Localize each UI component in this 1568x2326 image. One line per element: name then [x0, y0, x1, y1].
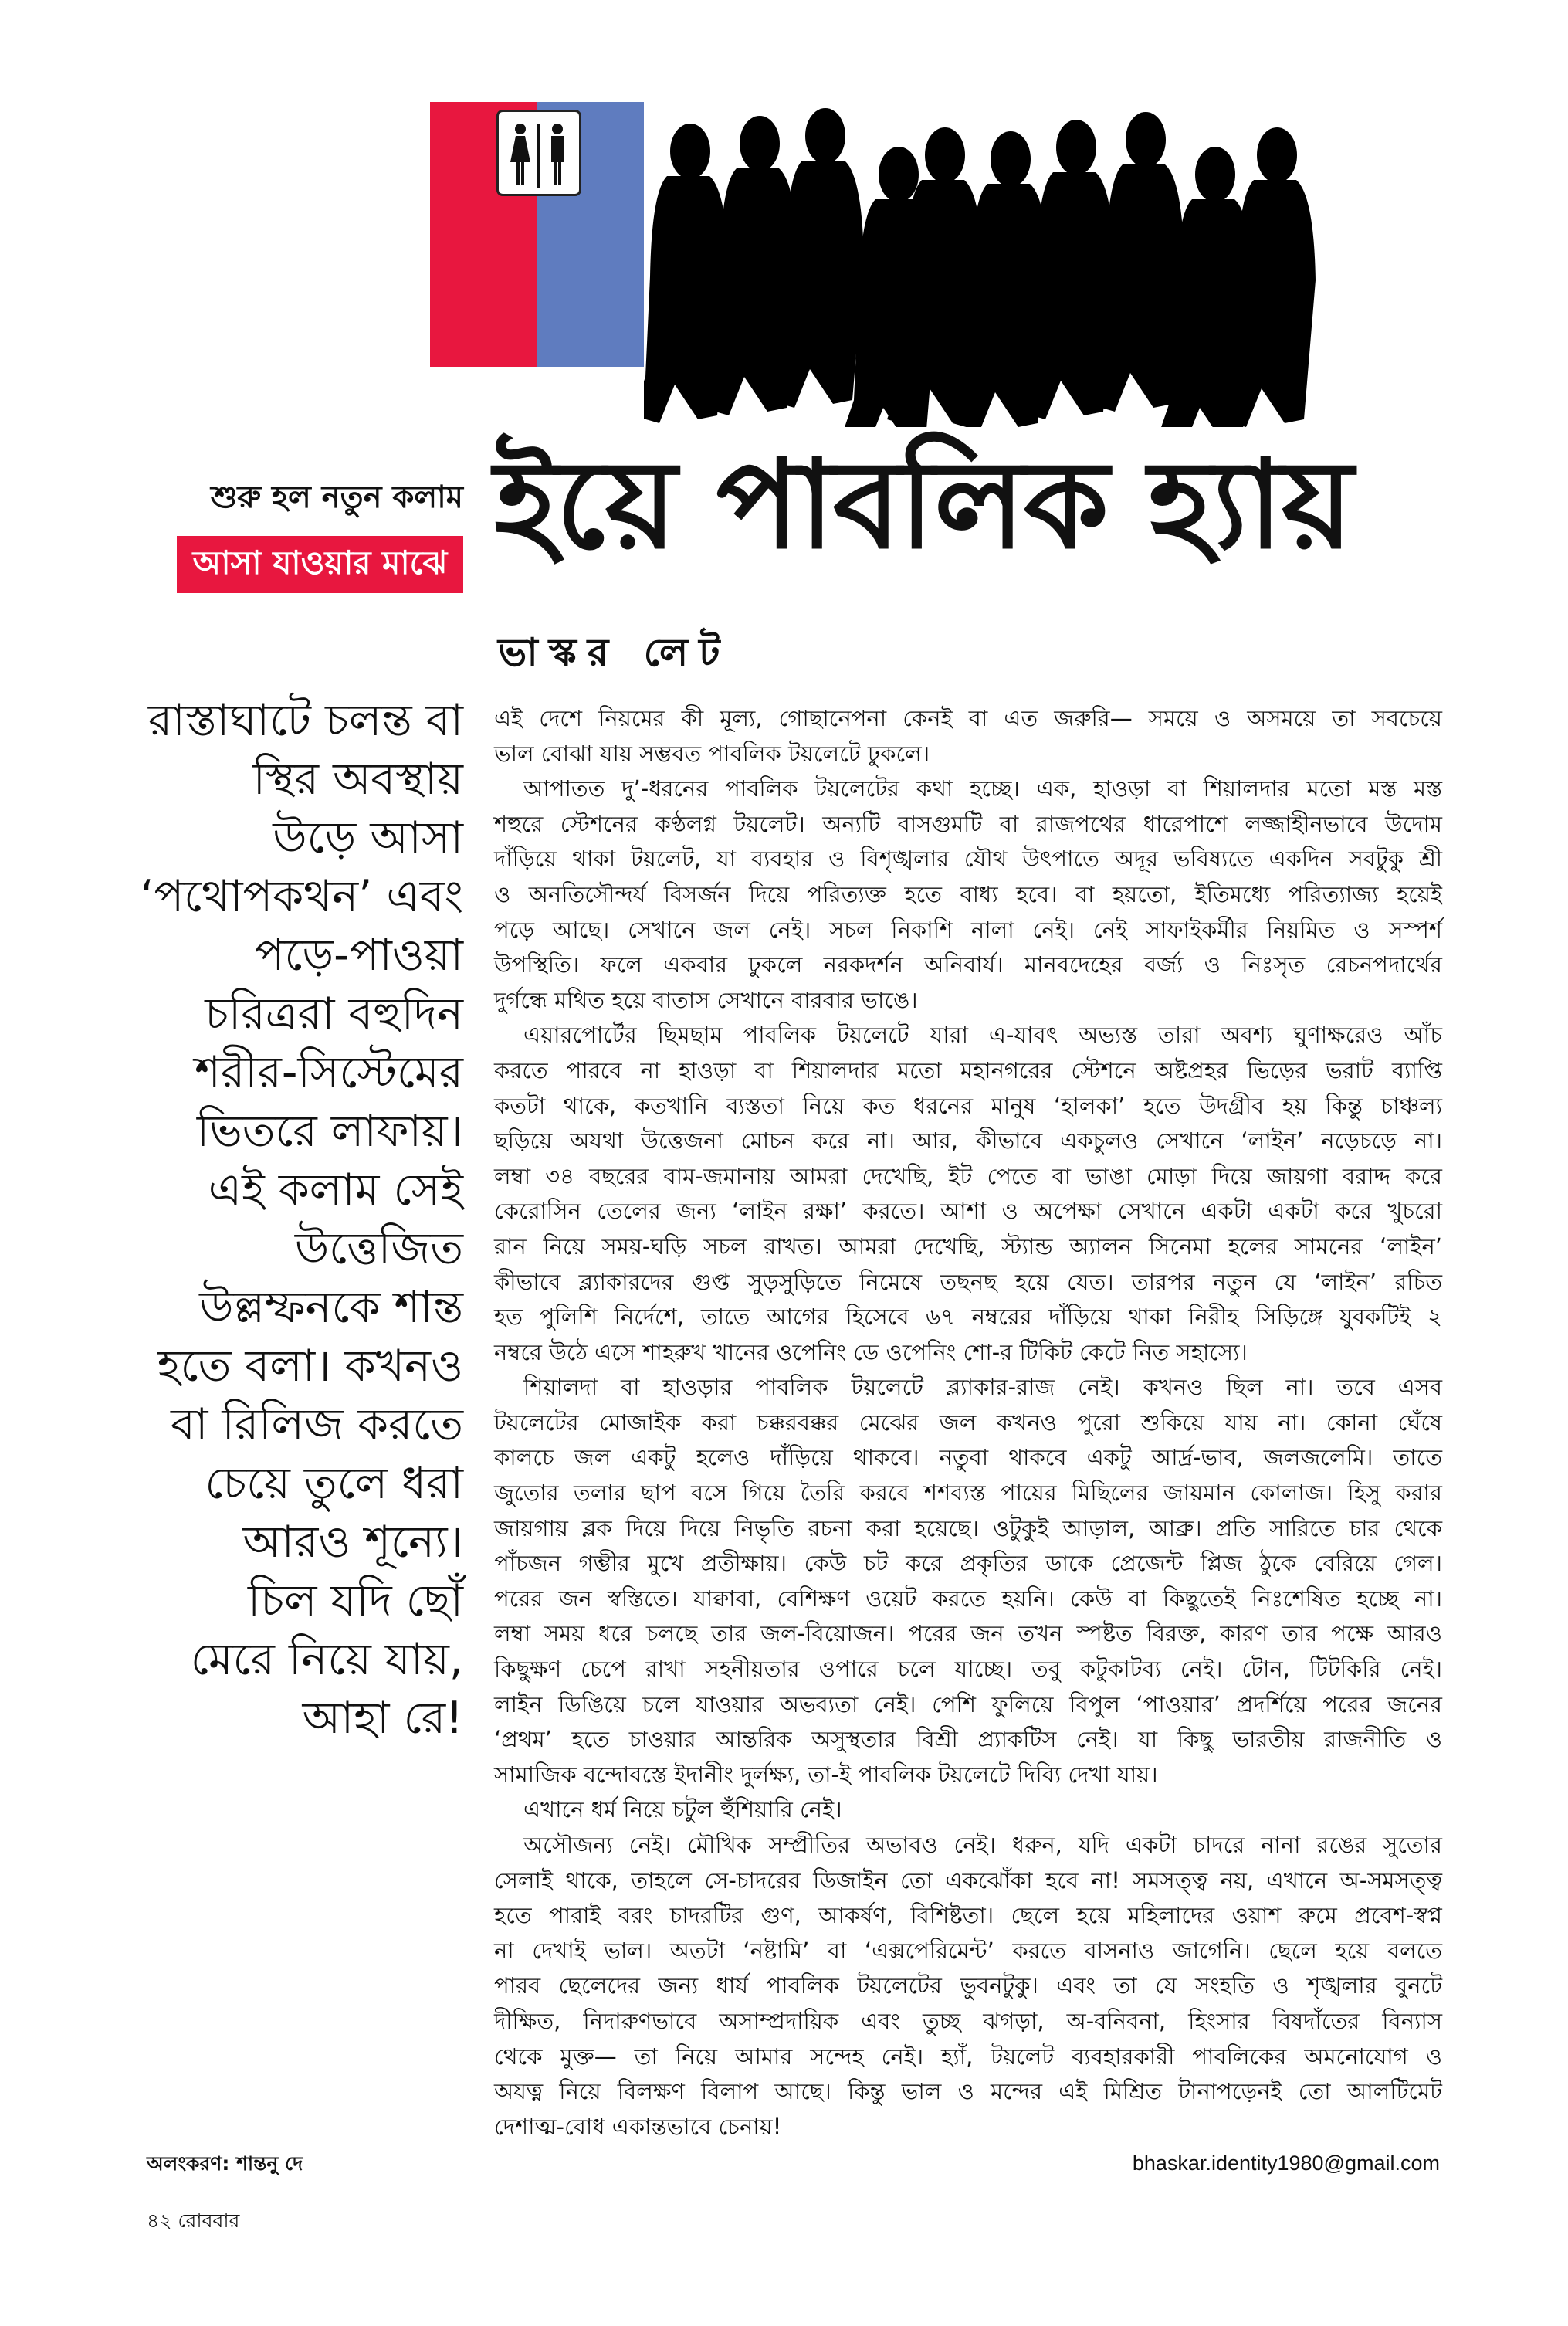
body-line: শিয়ালদা বা হাওড়ার পাবলিক টয়লেটে ব্ল্যাকার-রাজ নেই। কখনও ছিল না। তবে এসব — [523, 1374, 1442, 1401]
pull-quote-line: বা রিলিজ করতে — [171, 1399, 463, 1450]
paragraph — [494, 1018, 1442, 1370]
body-line: টয়লেটের মোজাইক করা চক্করবক্কর মেঝের জল কখনও পুরো শুকিয়ে যায় না। কোনা ঘেঁষে — [494, 1409, 1442, 1436]
body-line: করতে পারবে না হাওড়া বা শিয়ালদার মতো মহানগরের স্টেশনে অষ্টপ্রহর ভিড়ের ভরাট ব্যাপ্তি — [494, 1056, 1442, 1083]
body-line: জুতোর তলার ছাপ বসে গিয়ে তৈরি করবে শশব্যস্ত পায়ের মিছিলের জায়মান কোলাজ। হিসু করার — [494, 1480, 1442, 1507]
pull-quote-line: রাস্তাঘাটে চলন্ত বা — [147, 695, 463, 746]
person-head — [991, 131, 1031, 187]
pull-quote-line: উল্লম্ফনকে শান্ত — [199, 1282, 463, 1333]
paragraph — [494, 1828, 1442, 2145]
person-head — [925, 127, 965, 183]
person-head — [1257, 127, 1297, 183]
body-line: দেশাত্ম-বোধ একান্তভাবে চেনায়! — [494, 2113, 782, 2140]
body-line: পরের জন স্বস্তিতে। যাক্বাবা, বেশিক্ষণ ওয়েট করতে হয়নি। কেউ বা কিছুতেই নিঃশেষিত হচ্ছে না। — [494, 1585, 1442, 1612]
author-byline: ভাস্কর লেট — [498, 630, 731, 675]
body-line: লম্বা সময় ধরে চলছে তার জল-বিয়োজন। পরের জন তখন স্পষ্টত বিরক্ত, কারণ তার পক্ষে আরও — [494, 1620, 1442, 1647]
body-line: ‘প্রথম’ হতে চাওয়ার আন্তরিক অসুস্থতার বিশ্রী প্র্যাকটিস নেই। যা কিছু ভারতীয় রাজনীতি ও — [494, 1726, 1442, 1753]
paragraph — [494, 1792, 1442, 1828]
pull-quote-line: শরীর-সিস্টেমের — [195, 1047, 463, 1098]
body-line: পাঁচজন গম্ভীর মুখে প্রতীক্ষায়। কেউ চট করে প্রকৃতির ডাকে প্রেজেন্ট প্লিজ ঠুকে বেরিয়ে গেল। — [494, 1550, 1442, 1577]
person-head — [1056, 120, 1096, 175]
pull-quote-line: ‘পথোপকথন’ এবং — [140, 871, 463, 922]
column-name-badge: আসা যাওয়ার মাঝে — [177, 536, 463, 593]
pull-quote-line: চেয়ে তুলে ধরা — [205, 1458, 463, 1509]
page-number: ৪২ রোববার — [147, 2209, 240, 2232]
body-line: না দেখাই ভাল। অতটা ‘নষ্টামি’ বা ‘এক্সপেরিমেন্ট’ করতে বাসনাও জাগেনি। ছেলে হয়ে বলতে — [494, 1937, 1442, 1964]
restroom-flag-illustration — [430, 102, 644, 367]
body-line: শহুরে স্টেশনের কণ্ঠলগ্ন টয়লেট। অন্যটি বাসগুমটি বা রাজপথের ধারেপাশে লজ্জাহীনভাবে উদোম — [494, 810, 1442, 837]
body-line: লম্বা ৩৪ বছরের বাম-জমানায় আমরা দেখেছি, ইট পেতে বা ভাঙা মোড়া দিয়ে জায়গা বরাদ্দ করে — [494, 1162, 1442, 1189]
restroom-sign-icon — [496, 110, 581, 196]
body-line: কীভাবে ব্ল্যাকারদের গুপ্ত সুড়সুড়িতে নিমেষে তছনছ হয়ে যেত। তারপর নতুন যে ‘লাইন’ রচিত — [494, 1268, 1442, 1295]
pull-quote-line: ভিতরে লাফায়। — [196, 1106, 463, 1157]
body-line: এখানে ধর্ম নিয়ে চটুল হুঁশিয়ারি নেই। — [523, 1796, 842, 1823]
body-line: রান নিয়ে সময়-ঘড়ি সচল রাখত। আমরা দেখেছি, স্ট্যান্ড অ্যালন সিনেমা হলের সামনের ‘লাইন’ — [494, 1233, 1442, 1260]
pull-quote-line: এই কলাম সেই — [208, 1165, 463, 1216]
body-line: দাঁড়িয়ে থাকা টয়লেট, যা ব্যবহার ও বিশৃঙ্খলার যৌথ উৎপাতে অদূর ভবিষ্যতে একদিন সবটুকু শ্রী — [494, 846, 1442, 873]
body-line: কেরোসিন তেলের জন্য ‘লাইন রক্ষা’ করতে। আশা ও অপেক্ষা সেখানে একটা একটা করে খুচরো — [494, 1198, 1442, 1225]
body-line: সামাজিক বন্দোবস্তে ইদানীং দুর্লক্ষ্য, তা-ই পাবলিক টয়লেটে দিব্যি দেখা যায়। — [494, 1761, 1158, 1788]
body-line: থেকে মুক্ত— তা নিয়ে আমার সন্দেহ নেই। হ্যাঁ, টয়লেট ব্যবহারকারী পাবলিকের অমনোযোগ ও — [494, 2043, 1442, 2070]
body-line: পড়ে আছে। সেখানে জল নেই। সচল নিকাশি নালা নেই। নেই সাফাইকর্মীর নিয়মিত ও সস্পর্শ — [494, 916, 1442, 943]
person-head — [1195, 147, 1235, 202]
body-line: আপাতত দু’-ধরনের পাবলিক টয়লেটের কথা হচ্ছে। এক, হাওড়া বা শিয়ালদার মতো মস্ত মস্ত — [523, 775, 1442, 802]
pull-quote-line: চরিত্ররা বহুদিন — [205, 988, 463, 1039]
body-line: পারব ছেলেদের জন্য ধার্য পাবলিক টয়লেটের ভুবনটুকু। এবং তা যে সংহতি ও শৃঙ্খলার বুনটে — [494, 1972, 1442, 1999]
body-line: দীক্ষিত, নিদারুণভাবে অসাম্প্রদায়িক এবং তুচ্ছ ঝগড়া, অ-বনিবনা, হিংসার বিষদাঁতের বিন্যাস — [494, 2007, 1442, 2034]
person-head — [670, 124, 710, 179]
illustration-credit: অলংকরণ: শান্তনু দে — [147, 2152, 303, 2175]
pull-quote-line: পড়ে-পাওয়া — [254, 930, 463, 981]
pull-quote — [116, 691, 463, 1748]
pull-quote-line: স্থির অবস্থায় — [252, 754, 463, 805]
pull-quote-line: উত্তেজিত — [294, 1223, 463, 1274]
body-line: কালচে জল একটু হলেও দাঁড়িয়ে থাকবে। নতুবা থাকবে একটু আর্দ্র-ভাব, জলজলেমি। তাতে — [494, 1444, 1442, 1471]
pull-quote-line: হতে বলা। কখনও — [157, 1341, 463, 1392]
column-kicker: শুরু হল নতুন কলাম — [210, 480, 463, 515]
paragraph — [494, 701, 1442, 771]
article-title: ইয়ে পাবলিক হ্যায় — [494, 434, 1352, 576]
body-line: অযত্ন নিয়ে বিলক্ষণ বিলাপ আছে। কিন্তু ভাল ও মন্দের এই মিশ্রিত টানাপড়েনই তো আলটিমেট — [494, 2078, 1442, 2105]
person-head — [1126, 112, 1166, 168]
body-line: ছড়িয়ে অযথা উত্তেজনা মোচন করে না। আর, কীভাবে একচুলও সেখানে ‘লাইন’ নড়েচড়ে না। — [494, 1127, 1442, 1155]
body-line: সেলাই থাকে, তাহলে সে-চাদরের ডিজাইন তো একঝোঁকা হবে না! সমসত্ত্ব নয়, এখানে অ-সমসত্ত্ব — [494, 1867, 1442, 1894]
body-line: ও অনতিসৌন্দর্য বিসর্জন দিয়ে পরিত্যক্ত হতে বাধ্য হবে। বা হয়তো, ইতিমধ্যে পরিত্যাজ্য হয়েই — [494, 880, 1442, 907]
person-head — [740, 116, 780, 171]
body-line: জায়গায় ব্লক দিয়ে দিয়ে নিভৃতি রচনা করা হয়েছে। ওটুকুই আড়াল, আব্রু। প্রতি সারিতে চার থেকে — [494, 1514, 1442, 1541]
pull-quote-line: চিল যদি ছোঁ — [247, 1575, 463, 1626]
person-head — [805, 108, 845, 164]
body-line: কতটা থাকে, কতখানি ব্যস্ততা নিয়ে কত ধরনের মানুষ ‘হালকা’ হতে উদগ্রীব হয় কিন্তু চাঞ্চল্য — [494, 1092, 1442, 1119]
body-line: দুর্গন্ধে মথিত হয়ে বাতাস সেখানে বারবার ভাঙে। — [494, 986, 918, 1013]
pull-quote-line: উড়ে আসা — [273, 812, 463, 863]
body-line: কিছুক্ষণ চেপে রাখা সহনীয়তার ওপারে চলে যাচ্ছে। তবু কটুকাটব্য নেই। টোন, টিটকিরি নেই। — [494, 1656, 1442, 1683]
article-body — [494, 701, 1442, 2145]
body-line: অসৌজন্য নেই। মৌখিক সম্প্রীতির অভাবও নেই। ধরুন, যদি একটা চাদরে নানা রঙের সুতোর — [523, 1832, 1442, 1858]
paragraph — [494, 771, 1442, 1018]
body-line: এয়ারপোর্টের ছিমছাম পাবলিক টয়লেটে যারা এ-যাবৎ অভ্যস্ত তারা অবশ্য ঘুণাক্ষরেও আঁচ — [523, 1022, 1442, 1049]
body-line: এই দেশে নিয়মের কী মূল্য, গোছানেপনা কেনই বা এত জরুরি— সময়ে ও অসময়ে তা সবচেয়ে — [494, 705, 1442, 731]
body-line: লাইন ডিঙিয়ে চলে যাওয়ার অভব্যতা নেই। পেশি ফুলিয়ে বিপুল ‘পাওয়ার’ প্রদর্শিয়ে পরের জনের — [494, 1690, 1442, 1717]
body-line: হতে পারাই বরং চাদরটির গুণ, আকর্ষণ, বিশিষ্টতা। ছেলে হয়ে মহিলাদের ওয়াশ রুমে প্রবেশ-স্বপ্ন — [494, 1902, 1442, 1929]
body-line: হত পুলিশি নির্দেশে, তাতে আগের হিসেবে ৬৭ নম্বরের দাঁড়িয়ে থাকা নিরীহ সিড়িঙ্গে যুবকটিই ২ — [494, 1304, 1442, 1331]
person-head — [879, 147, 919, 202]
pull-quote-line: আরও শূন্যে। — [242, 1517, 463, 1568]
author-email: bhaskar.identity1980@gmail.com — [1132, 2151, 1440, 2175]
body-line: উপস্থিতি। ফলে একবার ঢুকলে নরকদর্শন অনিবার্য। মানবদেহের বর্জ্য ও নিঃসৃত রেচনপদার্থের — [494, 951, 1442, 978]
body-line: ভাল বোঝা যায় সম্ভবত পাবলিক টয়লেটে ঢুকলে। — [494, 740, 930, 767]
queue-silhouettes-illustration — [644, 99, 1358, 427]
paragraph — [494, 1370, 1442, 1792]
pull-quote-line: মেরে নিয়ে যায়, — [190, 1634, 463, 1685]
body-line: নম্বরে উঠে এসে শাহরুখ খানের ওপেনিং ডে ওপেনিং শো-র টিকিট কেটে নিত সহাস্যে। — [494, 1338, 1248, 1365]
pull-quote-line: আহা রে! — [302, 1693, 463, 1744]
